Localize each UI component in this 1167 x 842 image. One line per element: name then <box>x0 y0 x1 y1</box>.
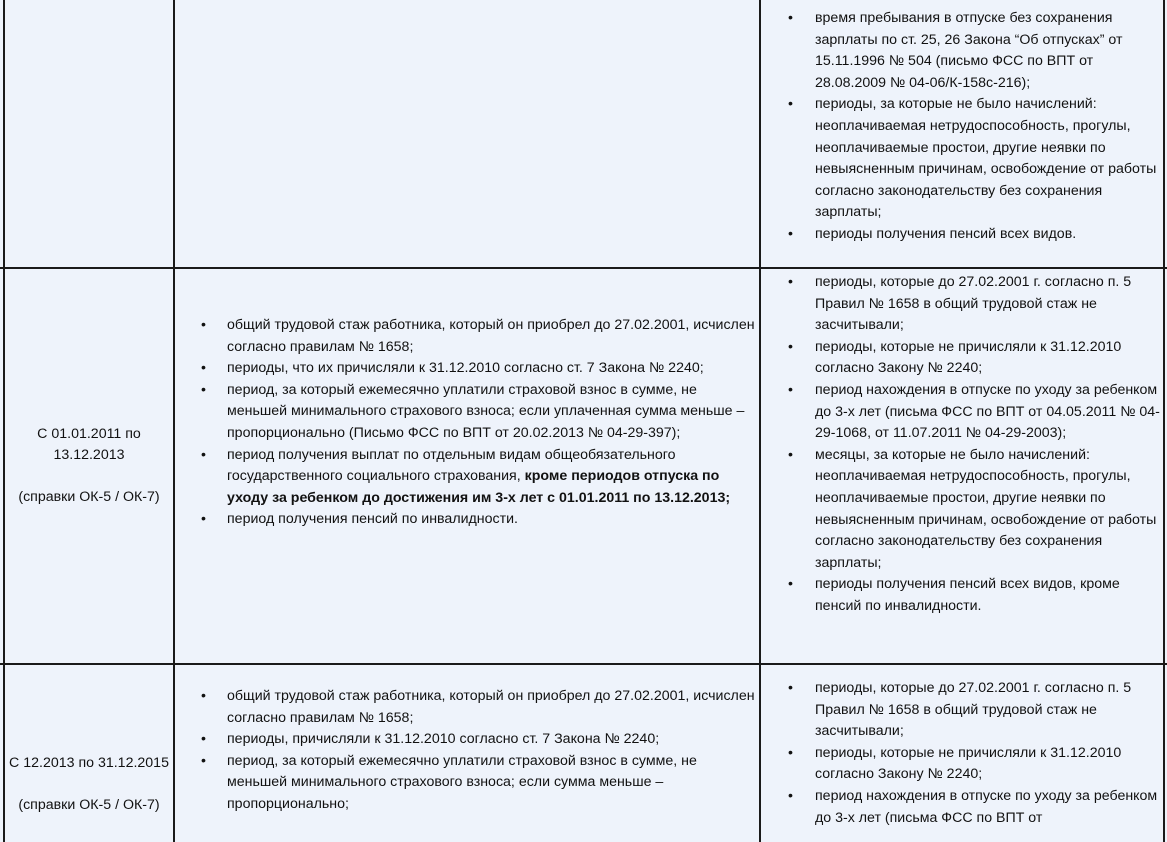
list-item: • периоды, что их причисляли к 31.12.2010 согласно ст. 7 Закона № 2240; <box>175 358 759 380</box>
list-item: • периоды получения пенсий всех видов. <box>761 224 1163 246</box>
list-item: • период получения пенсий по инвалидности. <box>175 509 759 531</box>
included-list <box>175 315 759 531</box>
list-item <box>175 445 759 510</box>
excluded-cell <box>761 272 1163 618</box>
list-item: • периоды, причисляли к 31.12.2010 согласно ст. 7 Закона № 2240; <box>175 729 759 751</box>
period-note: (справки ОК-5 / ОК-7) <box>18 796 160 813</box>
list-item: • общий трудовой стаж работника, который он приобрел до 27.02.2001, исчислен согласно правилам № 1658; <box>175 315 759 358</box>
list-item: • месяцы, за которые не было начислений: неоплачиваемая нетрудоспособность, прогулы, неоплачиваемые простои, другие неявки по невыясненным причинам, освобождение от работы согласно законодательству без сохранения зарплаты; <box>761 445 1163 575</box>
list-item: • общий трудовой стаж работника, который он приобрел до 27.02.2001, исчислен согласно правилам № 1658; <box>175 686 759 729</box>
table-border-row1 <box>0 267 1167 269</box>
period-cell <box>5 665 173 842</box>
period-note: (справки ОК-5 / ОК-7) <box>18 488 160 505</box>
list-item: • периоды, которые не причисляли к 31.12.2010 согласно Закону № 2240; <box>761 337 1163 380</box>
included-list <box>175 686 759 816</box>
list-item: • период, за который ежемесячно уплатили страховой взнос в сумме, не меньшей минимального страхового взноса; если уплаченная сумма меньше – пропорционально (Письмо ФСС по ВПТ от 20.02.2013 № 04-29-397); <box>175 380 759 445</box>
excluded-list <box>761 8 1163 246</box>
period-cell <box>5 0 173 267</box>
list-item-text: период получения выплат по отдельным видам общеобязательного государственного социального страхования, <box>227 446 676 485</box>
included-cell <box>175 315 759 531</box>
period-dates: С 12.2013 по 31.12.2015 <box>9 755 169 771</box>
excluded-cell <box>761 678 1163 842</box>
excluded-list <box>761 678 1163 829</box>
table-border-right <box>1163 0 1165 842</box>
list-item: • периоды, которые не причисляли к 31.12.2010 согласно Закону № 2240; <box>761 743 1163 786</box>
list-item: • время пребывания в отпуске без сохранения зарплаты по ст. 25, 26 Закона “Об отпусках” от 15.11.1996 № 504 (письмо ФСС по ВПТ от 28.08.2009 № 04-06/К-158с-216); <box>761 8 1163 94</box>
list-item: • периоды, которые до 27.02.2001 г. согласно п. 5 Правил № 1658 в общий трудовой стаж не засчитывали; <box>761 272 1163 337</box>
list-item: • периоды получения пенсий всех видов, кроме пенсий по инвалидности. <box>761 574 1163 617</box>
list-item: • периоды, за которые не было начислений: неоплачиваемая нетрудоспособность, прогулы, неоплачиваемые простои, другие неявки по невыясненным причинам, освобождение от работы согласно законодательству без сохранения зарплаты; <box>761 94 1163 224</box>
list-item: • периоды, которые до 27.02.2001 г. согласно п. 5 Правил № 1658 в общий трудовой стаж не засчитывали; <box>761 678 1163 743</box>
period-cell <box>5 269 173 663</box>
list-item-bold-text: кроме периодов отпуска по уходу за ребенком до достижения им 3-х лет с 01.01.2011 по 13.12.2013; <box>227 468 731 506</box>
included-cell <box>175 0 759 267</box>
included-cell <box>175 686 759 816</box>
excluded-cell <box>761 8 1163 246</box>
list-item: • период, за который ежемесячно уплатили страховой взнос в сумме, не меньшей минимального страхового взноса; если сумма меньше – пропорционально; <box>175 751 759 816</box>
list-item: • период нахождения в отпуске по уходу за ребенком до 3-х лет (письма ФСС по ВПТ от <box>761 786 1163 829</box>
list-item: • период нахождения в отпуске по уходу за ребенком до 3-х лет (письма ФСС по ВПТ от 04.05.2011 № 04-29-1068, от 11.07.2011 № 04-29-2003); <box>761 380 1163 445</box>
excluded-list <box>761 272 1163 618</box>
table-border-row2 <box>0 663 1167 665</box>
period-dates: С 01.01.2011 по 13.12.2013 <box>37 425 141 464</box>
